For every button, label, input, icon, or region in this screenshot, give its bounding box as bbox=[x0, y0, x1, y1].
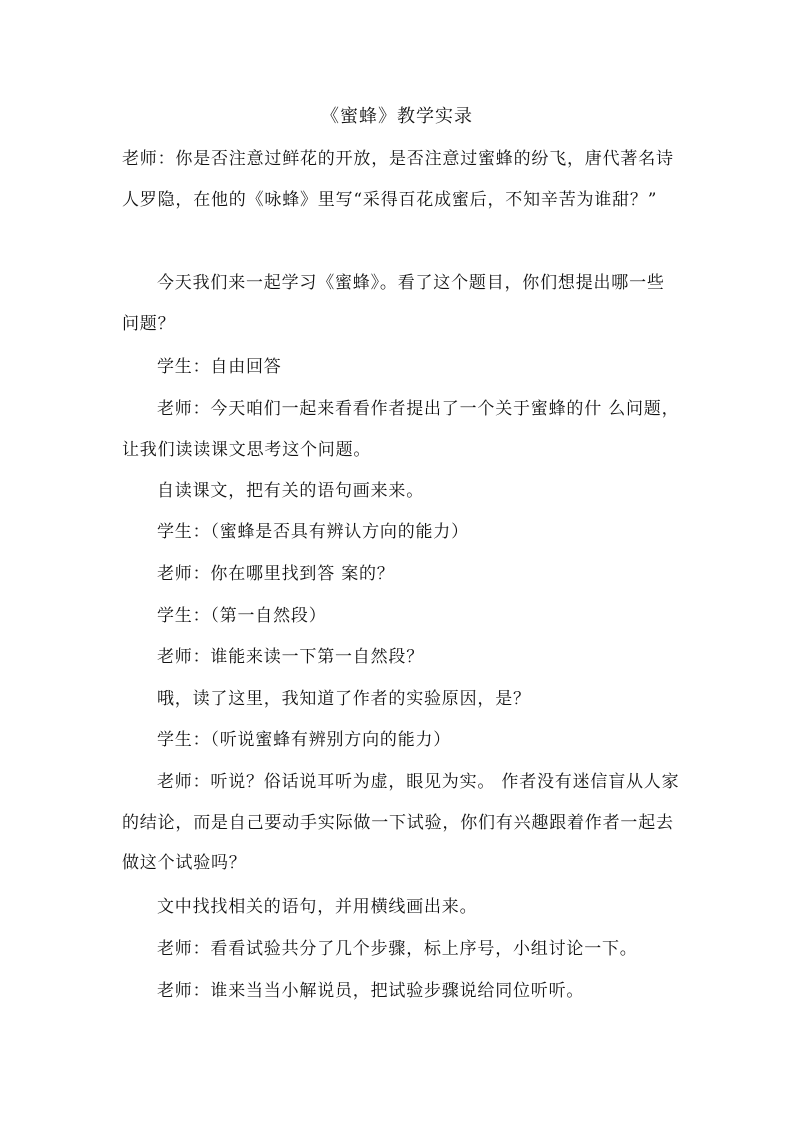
paragraph-1: 老师：你是否注意过鲜花的开放，是否注意过蜜蜂的纷飞，唐代著名诗人罗隐，在他的《咏蜂》里写“采得百花成蜜后，不知辛苦为谁甜？” bbox=[122, 149, 674, 210]
paragraph-9: 老师：谁能来读一下第一自然段？ bbox=[157, 647, 424, 667]
paragraph-4: 老师：今天咱们一起来看看作者提出了一个关于蜜蜂的什 么问题，让我们读读课文思考这个问题。 bbox=[122, 399, 680, 460]
paragraph-7: 老师：你在哪里找到答 案的？ bbox=[157, 564, 395, 584]
paragraph-11: 学生：（听说蜜蜂有辨别方向的能力） bbox=[157, 730, 452, 750]
paragraph-3: 学生：自由回答 bbox=[157, 357, 282, 377]
paragraph-13: 文中找找相关的语句，并用横线画出来。 bbox=[157, 897, 478, 917]
document-title: 《蜜蜂》教学实录 bbox=[321, 106, 473, 127]
paragraph-6: 学生：（蜜蜂是否具有辨认方向的能力） bbox=[157, 522, 469, 542]
paragraph-12: 老师：听说？俗话说耳听为虚，眼见为实。 作者没有迷信盲从人家的结论，而是自己要动手实际做一下试验，你们有兴趣跟着作者一起去做这个试验吗？ bbox=[122, 772, 680, 873]
paragraph-8: 学生：（第一自然段） bbox=[157, 606, 327, 626]
paragraph-5: 自读课文，把有关的语句画来来。 bbox=[157, 481, 424, 501]
paragraph-15: 老师：谁来当当小解说员，把试验步骤说给同位听听。 bbox=[157, 981, 585, 1001]
paragraph-2: 今天我们来一起学习《蜜蜂》。看了这个题目，你们想提出哪一些问题？ bbox=[122, 273, 665, 334]
paragraph-10: 哦，读了这里，我知道了作者的实验原因，是？ bbox=[157, 689, 531, 709]
paragraph-14: 老师：看看试验共分了几个步骤，标上序号，小组讨论一下。 bbox=[157, 939, 638, 959]
